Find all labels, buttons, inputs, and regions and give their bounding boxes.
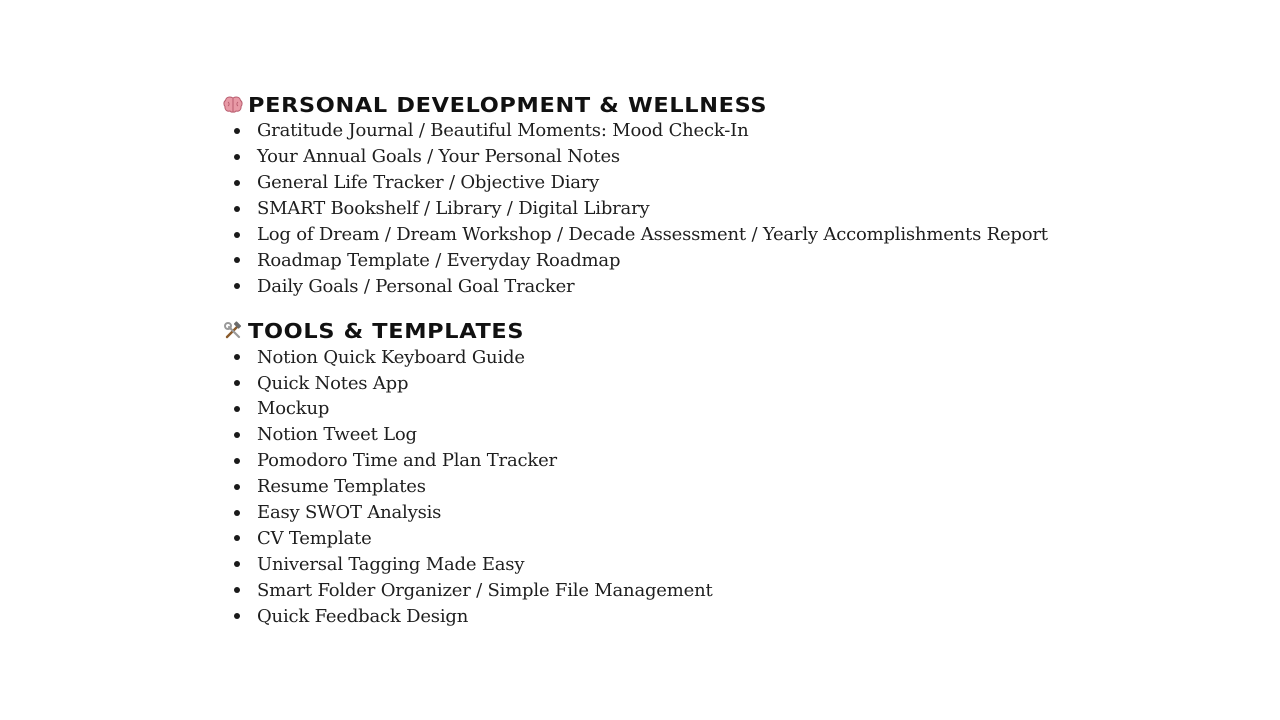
list-item-text: Daily Goals / Personal Goal Tracker <box>257 275 575 297</box>
list-item-text: CV Template <box>257 527 372 549</box>
section-personal-development <box>222 92 1222 299</box>
bullet-icon <box>234 354 240 360</box>
list-item <box>222 500 1222 526</box>
bullet-icon <box>234 587 240 593</box>
list-item <box>222 273 1222 299</box>
section-heading <box>222 318 1222 344</box>
bullet-icon <box>234 283 240 289</box>
list-item-text: Log of Dream / Dream Workshop / Decade Assessment / Yearly Accomplishments Report <box>257 224 1048 245</box>
list-item-text: Easy SWOT Analysis <box>257 502 442 524</box>
list-item <box>222 422 1222 448</box>
section-tools-templates <box>222 318 1222 629</box>
list-item <box>222 118 1222 144</box>
list-item-text: Gratitude Journal / Beautiful Moments: Mood Check-In <box>257 120 749 142</box>
list-item <box>222 144 1222 170</box>
bullet-icon <box>234 128 240 134</box>
list-item-text: Universal Tagging Made Easy <box>257 553 525 575</box>
section-title: PERSONAL DEVELOPMENT & WELLNESS <box>248 93 768 117</box>
item-list <box>222 118 1222 299</box>
list-item <box>222 196 1222 222</box>
bullet-icon <box>234 535 240 541</box>
list-item <box>222 551 1222 577</box>
list-item-text: SMART Bookshelf / Library / Digital Library <box>257 198 650 220</box>
list-item <box>222 474 1222 500</box>
bullet-icon <box>234 561 240 567</box>
list-item <box>222 396 1222 422</box>
hammer-and-wrench-icon <box>222 320 244 342</box>
list-item-text: Smart Folder Organizer / Simple File Management <box>257 579 713 601</box>
brain-icon <box>222 94 244 116</box>
list-item <box>222 247 1222 273</box>
list-item-text: Quick Notes App <box>257 372 409 394</box>
bullet-icon <box>234 613 240 619</box>
list-item-text: Roadmap Template / Everyday Roadmap <box>257 249 621 271</box>
list-item <box>222 222 1222 248</box>
document-body <box>222 92 1222 629</box>
list-item-text: Your Annual Goals / Your Personal Notes <box>257 146 620 168</box>
item-list <box>222 344 1222 629</box>
bullet-icon <box>234 232 240 238</box>
list-item <box>222 525 1222 551</box>
bullet-icon <box>234 406 240 412</box>
list-item-text: Quick Feedback Design <box>257 605 469 627</box>
section-heading <box>222 92 1222 118</box>
bullet-icon <box>234 380 240 386</box>
list-item <box>222 603 1222 629</box>
list-item-text: Notion Quick Keyboard Guide <box>257 346 525 368</box>
list-item-text: Mockup <box>257 398 330 420</box>
bullet-icon <box>234 206 240 212</box>
list-item <box>222 448 1222 474</box>
bullet-icon <box>234 257 240 263</box>
bullet-icon <box>234 510 240 516</box>
list-item-text: General Life Tracker / Objective Diary <box>257 172 600 194</box>
bullet-icon <box>234 484 240 490</box>
list-item-text: Pomodoro Time and Plan Tracker <box>257 450 557 472</box>
bullet-icon <box>234 180 240 186</box>
section-title: TOOLS & TEMPLATES <box>248 319 525 344</box>
list-item-text: Resume Templates <box>257 476 426 498</box>
list-item <box>222 577 1222 603</box>
bullet-icon <box>234 458 240 464</box>
list-item <box>222 370 1222 396</box>
bullet-icon <box>234 154 240 160</box>
bullet-icon <box>234 432 240 438</box>
list-item <box>222 170 1222 196</box>
list-item <box>222 344 1222 370</box>
list-item-text: Notion Tweet Log <box>257 424 417 446</box>
